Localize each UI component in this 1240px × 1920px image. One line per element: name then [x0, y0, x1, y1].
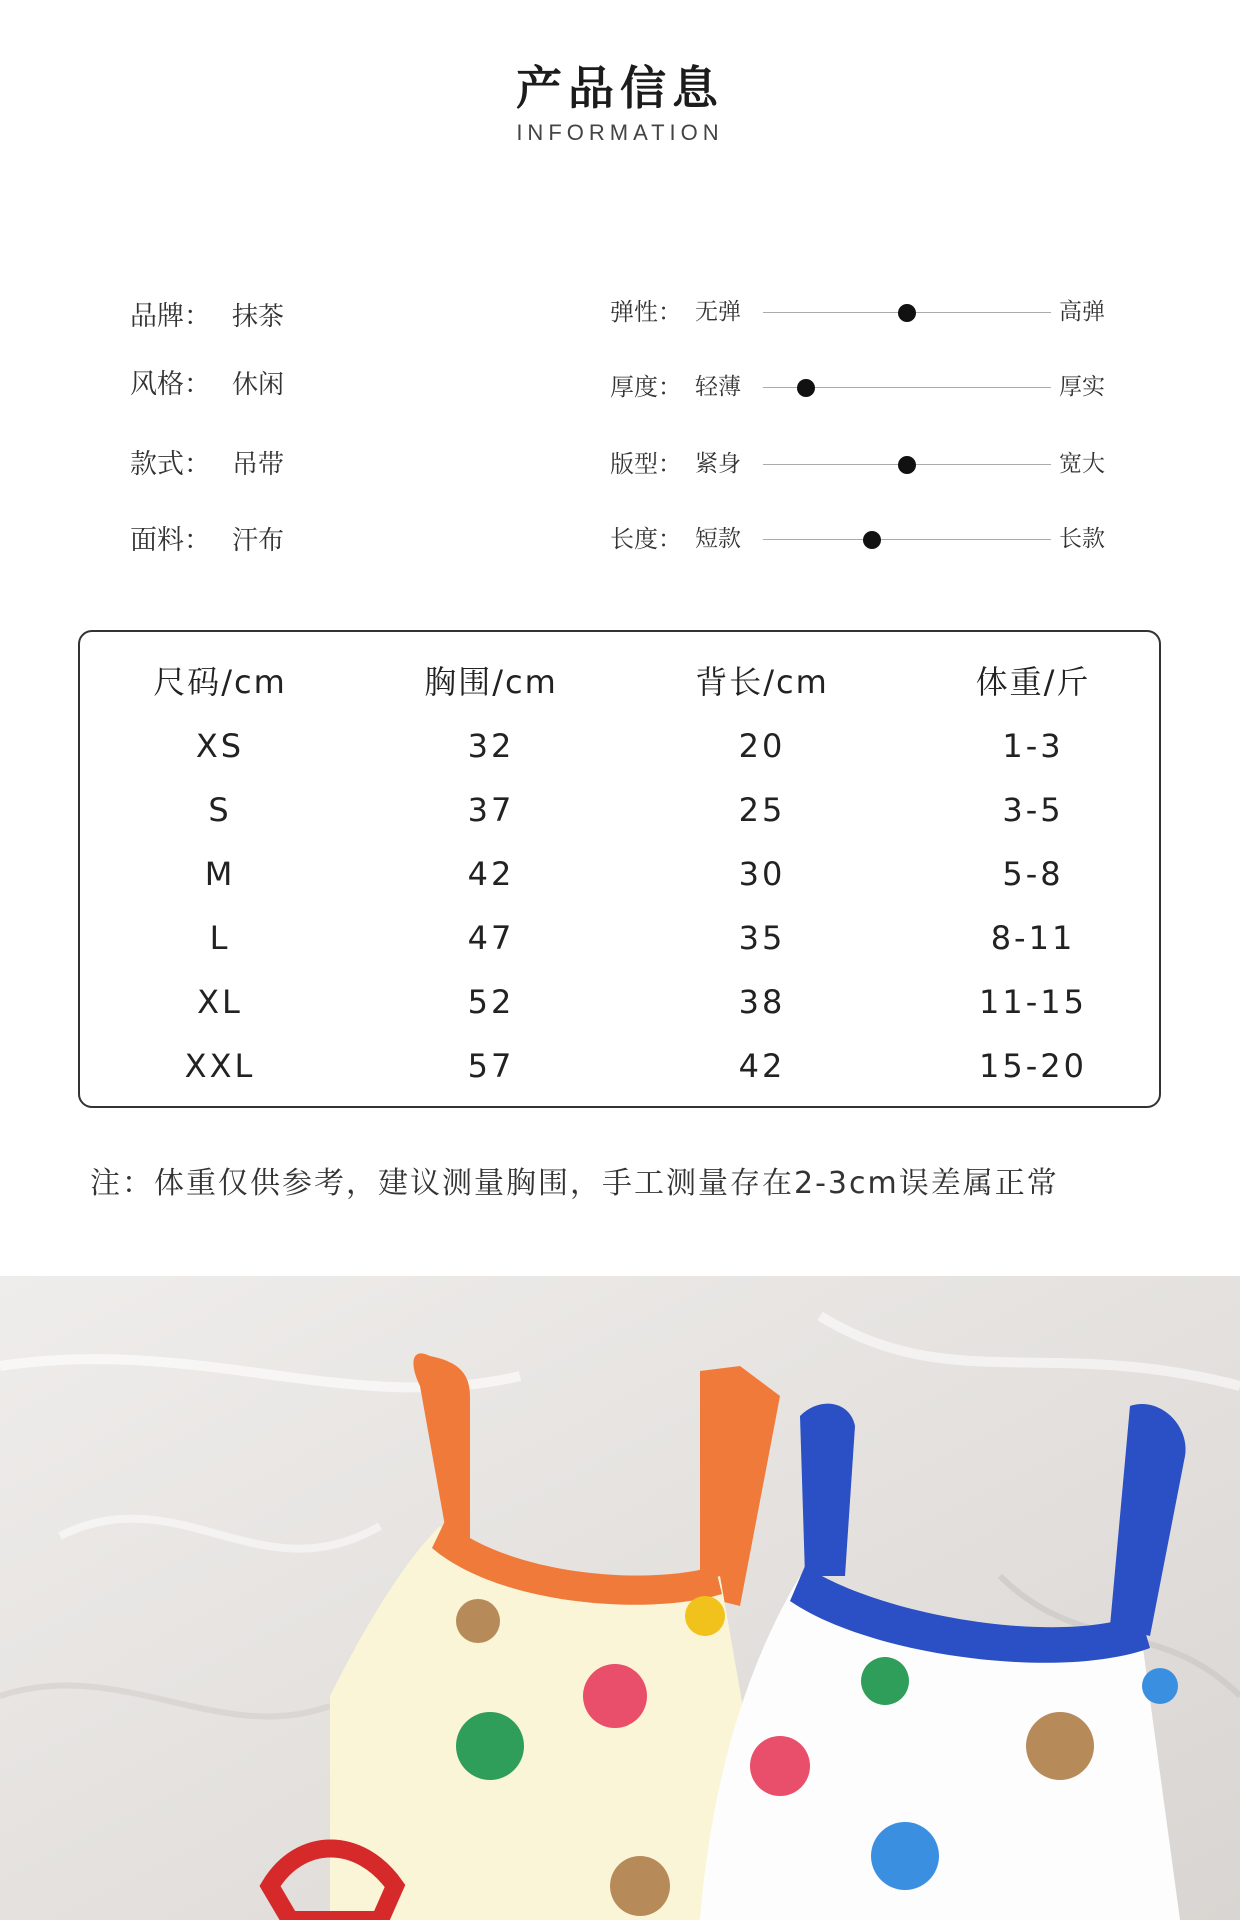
scale-high-label: 宽大	[1059, 451, 1105, 477]
table-cell: L	[209, 919, 231, 957]
scale-marker	[898, 456, 916, 474]
table-cell: 20	[738, 727, 786, 765]
table-row	[80, 842, 1159, 906]
scale-low-label: 无弹	[695, 299, 741, 325]
table-cell: 35	[738, 919, 786, 957]
table-row	[80, 906, 1159, 970]
table-cell: S	[208, 791, 232, 829]
table-cell: M	[204, 855, 236, 893]
scale-track	[763, 539, 1051, 540]
attribute-type	[130, 442, 284, 481]
attribute-key: 款式：	[130, 449, 211, 480]
scale-label: 版型：	[610, 450, 682, 478]
product-photo-illustration	[0, 1276, 1240, 1920]
scale-low-label: 短款	[695, 526, 741, 552]
table-cell: 1-3	[1002, 727, 1064, 765]
scale-low-label: 轻薄	[695, 374, 741, 400]
scale-fit	[610, 444, 1120, 484]
attribute-value: 休闲	[232, 370, 285, 400]
attribute-value: 汗布	[232, 526, 285, 556]
table-cell: 25	[738, 791, 786, 829]
table-row	[80, 970, 1159, 1034]
table-cell: 42	[467, 855, 515, 893]
table-cell: 57	[467, 1047, 515, 1085]
scale-label: 厚度：	[610, 373, 682, 401]
table-row	[80, 778, 1159, 842]
table-row	[80, 714, 1159, 778]
attribute-value: 吊带	[232, 450, 285, 480]
scale-elasticity	[610, 292, 1120, 332]
table-cell: XXL	[184, 1047, 256, 1085]
table-cell: 37	[467, 791, 515, 829]
table-cell: 15-20	[979, 1047, 1087, 1085]
scale-marker	[797, 379, 815, 397]
table-row	[80, 1034, 1159, 1098]
attribute-key: 面料：	[130, 525, 211, 556]
table-cell: 32	[467, 727, 515, 765]
table-cell: 52	[467, 983, 515, 1021]
scale-thickness	[610, 367, 1120, 407]
scale-marker	[898, 304, 916, 322]
table-cell: 42	[738, 1047, 786, 1085]
scale-high-label: 厚实	[1059, 374, 1105, 400]
table-header-cell: 体重/斤	[975, 663, 1091, 701]
attribute-fabric	[130, 518, 284, 557]
table-cell: XS	[195, 727, 245, 765]
scale-low-label: 紧身	[695, 451, 741, 477]
table-cell: 30	[738, 855, 786, 893]
table-cell: 11-15	[979, 983, 1087, 1021]
page-subtitle: INFORMATION	[516, 120, 724, 145]
table-header-cell: 背长/cm	[695, 663, 829, 701]
attribute-key: 品牌：	[130, 301, 211, 332]
size-note: 注：体重仅供参考，建议测量胸围，手工测量存在2-3cm误差属正常	[90, 1166, 1059, 1201]
scale-label: 长度：	[610, 525, 682, 553]
table-cell: 8-11	[990, 919, 1076, 957]
attribute-key: 风格：	[130, 369, 211, 400]
table-header-row	[80, 650, 1159, 714]
scale-high-label: 长款	[1059, 526, 1105, 552]
scale-high-label: 高弹	[1059, 299, 1105, 325]
table-header-cell: 尺码/cm	[153, 663, 287, 701]
attribute-brand	[130, 294, 284, 333]
table-cell: 47	[467, 919, 515, 957]
page-title: 产品信息	[516, 61, 724, 115]
attribute-value: 抹茶	[232, 302, 285, 332]
size-table	[78, 630, 1161, 1108]
scale-label: 弹性：	[610, 298, 682, 326]
product-photo	[0, 1276, 1240, 1920]
table-header-cell: 胸围/cm	[424, 663, 558, 701]
table-cell: 5-8	[1002, 855, 1064, 893]
table-cell: 38	[738, 983, 786, 1021]
scale-marker	[863, 531, 881, 549]
attribute-style	[130, 362, 284, 401]
scale-length	[610, 519, 1120, 559]
table-cell: XL	[197, 983, 243, 1021]
table-cell: 3-5	[1002, 791, 1064, 829]
